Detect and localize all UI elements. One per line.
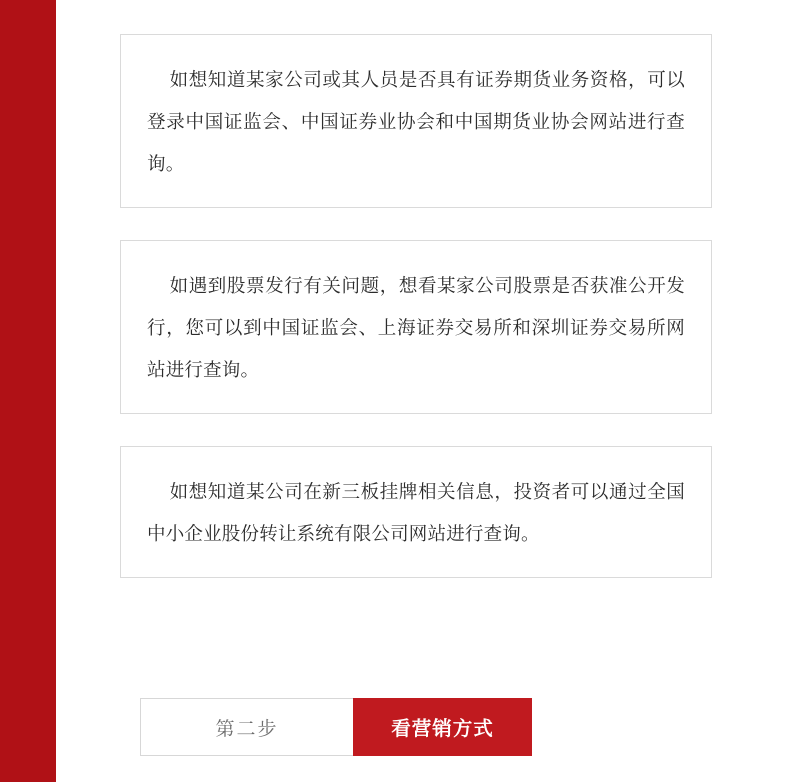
info-card-2-text [147,265,685,391]
info-card-2 [120,240,712,414]
content-panel [56,0,800,782]
info-card-1 [120,34,712,208]
info-card-1-body: 如想知道某家公司或其人员是否具有证券期货业务资格，可以登录中国证监会、中国证券业协会和中国期货业协会网站进行查询。 [147,69,685,174]
step-action-button[interactable]: 看营销方式 [353,698,532,756]
step-navigation[interactable] [140,698,532,756]
step-label: 第二步 [141,699,353,755]
top-spacer [120,0,712,34]
info-card-1-text [147,59,685,185]
info-card-3 [120,446,712,578]
bottom-spacer [120,610,712,698]
info-card-3-body: 如想知道某公司在新三板挂牌相关信息，投资者可以通过全国中小企业股份转让系统有限公司网站进行查询。 [147,481,685,544]
info-card-2-body: 如遇到股票发行有关问题，想看某家公司股票是否获准公开发行，您可以到中国证监会、上海证券交易所和深圳证券交易所网站进行查询。 [147,275,685,380]
info-card-3-text [147,471,685,555]
content-column [120,0,712,756]
